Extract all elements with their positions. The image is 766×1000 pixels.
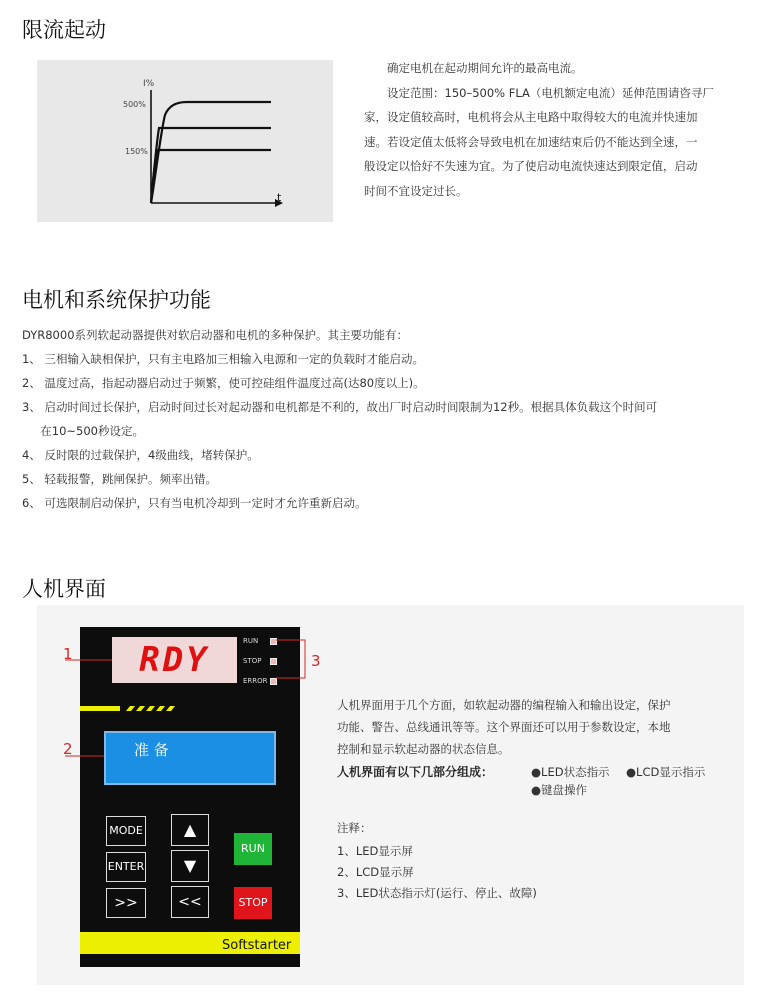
enter-key[interactable]: ENTER <box>106 852 146 882</box>
composition-item-keypad: ●键盘操作 <box>531 783 588 797</box>
hmi-desc-line: 控制和显示软起动器的状态信息。 <box>337 742 510 756</box>
mode-key[interactable]: MODE <box>106 816 146 846</box>
protection-item: 6、 可选限制启动保护，只有当电机冷却到一定时才允许重新启动。 <box>22 496 367 510</box>
curve-500 <box>151 102 271 203</box>
composition-label: 人机界面有以下几部分组成： <box>337 765 494 779</box>
section-title-protection: 电机和系统保护功能 <box>22 288 211 312</box>
callout-1: 1 <box>63 645 73 663</box>
current-limit-chart-svg <box>37 60 333 222</box>
desc-line: 速。若设定值太低将会导致电机在加速结束后仍不能达到全速，一 <box>364 134 698 149</box>
desc-line: 般设定以恰好不失速为宜。为了使启动电流快速达到限定值，启动 <box>364 159 698 173</box>
y-axis-label: I% <box>143 79 155 89</box>
led-display-text: RDY <box>139 640 210 680</box>
hmi-description <box>337 694 737 760</box>
x-axis-label: t <box>277 191 282 204</box>
current-limit-description <box>364 56 754 203</box>
status-label-run: RUN <box>243 637 259 645</box>
section-title-hmi: 人机界面 <box>22 577 106 601</box>
protection-item: 2、 温度过高，指起动器启动过于频繁，使可控硅组件温度过高(达80度以上)。 <box>22 376 425 390</box>
curve-mid <box>151 128 271 203</box>
protection-intro: DYR8000系列软起动器提供对软启动器和电机的多种保护。其主要功能有： <box>22 328 409 342</box>
desc-line: 确定电机在起动期间允许的最高电流。 <box>364 61 583 75</box>
stop-button[interactable]: STOP <box>234 887 272 919</box>
hmi-desc-line: 人机界面用于几个方面，如软起动器的编程输入和输出设定，保护 <box>337 698 671 712</box>
run-button[interactable]: RUN <box>234 833 272 865</box>
right-shift-key[interactable]: >> <box>106 888 146 918</box>
brand-label: Softstarter <box>222 938 292 953</box>
section-title-current-limit: 限流起动 <box>22 18 106 42</box>
yellow-stripe-decoration <box>80 702 300 714</box>
composition-item-led: ●LED状态指示 <box>531 765 610 779</box>
left-shift-key[interactable]: << <box>171 886 209 918</box>
down-arrow-key[interactable]: ▼ <box>171 850 209 882</box>
callout-3: 3 <box>311 652 321 670</box>
status-label-error: ERROR <box>243 677 268 685</box>
tick-500: 500% <box>123 100 146 109</box>
note-item: 1、LED显示屏 <box>337 844 413 858</box>
desc-line: 时间不宜设定过长。 <box>364 183 468 198</box>
protection-item: 1、 三相输入缺相保护，只有主电路加三相输入电源和一定的负载时才能启动。 <box>22 352 424 366</box>
protection-item-cont: 在10~500秒设定。 <box>22 424 144 438</box>
note-item: 3、LED状态指示灯(运行、停止、故障) <box>337 886 537 900</box>
protection-item: 5、 轻载报警，跳闸保护。频率出错。 <box>22 472 217 486</box>
notes-title: 注释： <box>337 821 372 835</box>
protection-item: 4、 反时限的过载保护，4级曲线，堵转保护。 <box>22 448 259 462</box>
composition-item-lcd: ●LCD显示指示 <box>626 765 706 779</box>
tick-150: 150% <box>125 147 148 156</box>
hmi-desc-line: 功能、警告、总线通讯等等。这个界面还可以用于参数设定，本地 <box>337 720 671 734</box>
status-label-stop: STOP <box>243 657 262 665</box>
note-item: 2、LCD显示屏 <box>337 865 414 879</box>
callout-bracket-3 <box>276 640 305 678</box>
desc-line: 设定范围：150–500% FLA（电机额定电流）延伸范围请咨寻厂 <box>364 85 714 100</box>
lcd-display <box>104 731 276 785</box>
protection-item: 3、 启动时间过长保护，启动时间过长对起动器和电机都是不利的，故出厂时启动时间限制为12秒。根据具体负载这个时间可 <box>22 400 658 414</box>
current-limit-chart <box>37 60 333 222</box>
up-arrow-key[interactable]: ▲ <box>171 814 209 846</box>
desc-line: 家，设定值较高时，电机将会从主电路中取得较大的电流并快速加 <box>364 110 698 124</box>
curve-150 <box>151 150 271 203</box>
callout-2: 2 <box>63 740 73 758</box>
lcd-display-text: 准 备 <box>134 741 169 759</box>
